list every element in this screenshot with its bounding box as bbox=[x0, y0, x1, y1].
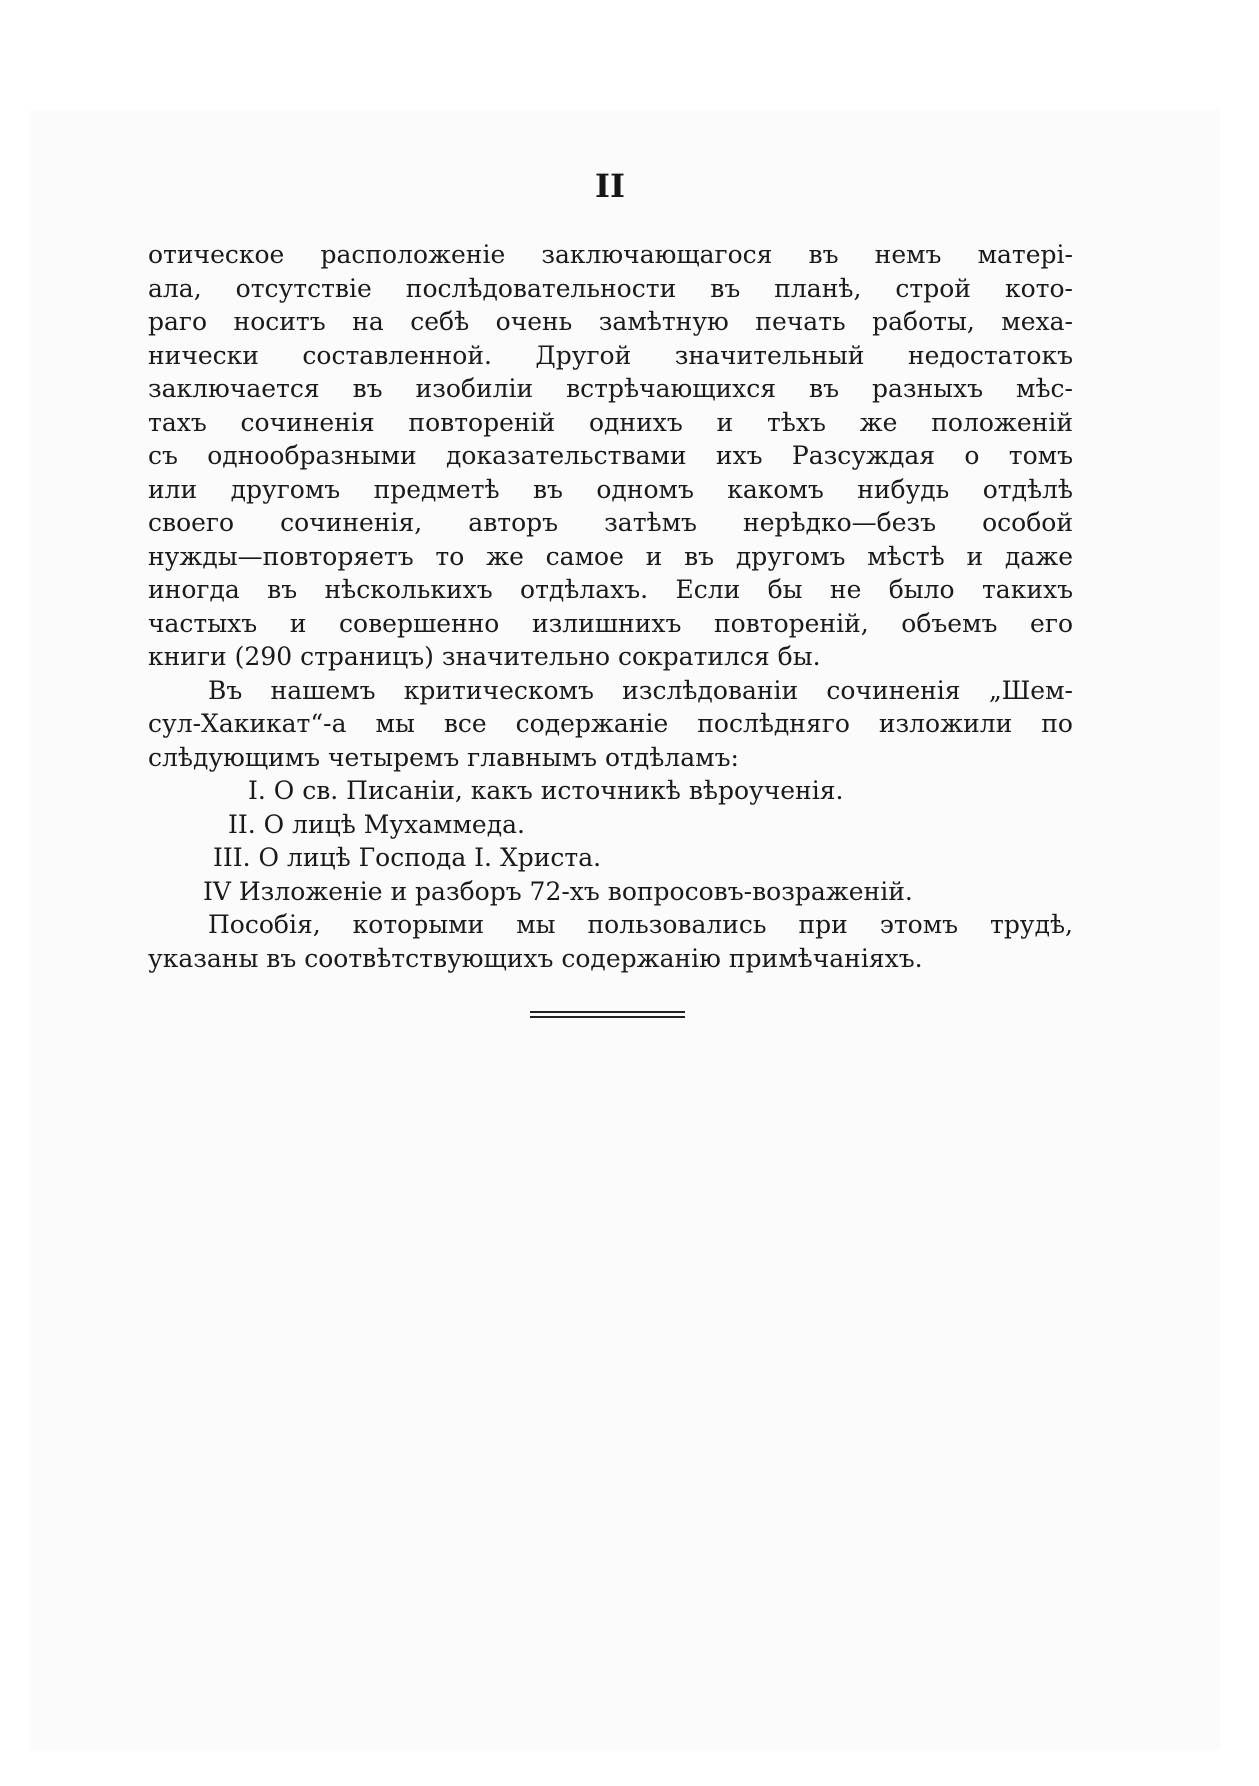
text-line: сул-Хакикат“-а мы все содержаніе послѣдняго изложили по bbox=[148, 709, 1073, 738]
text-line: ала, отсутствіе послѣдовательности въ планѣ, строй кото- bbox=[148, 273, 1073, 303]
text-line: тахъ сочиненія повтореній однихъ и тѣхъ же положеній bbox=[148, 407, 1073, 437]
contents-item: II. О лицѣ Мухаммеда. bbox=[228, 809, 525, 839]
rule-line bbox=[530, 1016, 685, 1018]
text-line: иногда въ нѣсколькихъ отдѣлахъ. Если бы не было такихъ bbox=[148, 575, 1073, 604]
text-line: Въ нашемъ критическомъ изслѣдованіи сочиненія „Шем- bbox=[208, 675, 1073, 705]
text-line: нужды—повторяетъ то же самое и въ другомъ мѣстѣ и даже bbox=[148, 541, 1073, 571]
text-line: указаны въ соотвѣтствующихъ содержанію примѣчаніяхъ. bbox=[148, 943, 923, 973]
contents-item: IV Изложеніе и разборъ 72-хъ вопросовъ-возраженій. bbox=[203, 876, 913, 906]
contents-item: I. О св. Писаніи, какъ источникѣ вѣроученія. bbox=[248, 776, 844, 805]
text-line: отическое расположеніе заключающагося въ немъ матері- bbox=[148, 240, 1073, 269]
page-number: II bbox=[595, 167, 625, 205]
text-line: съ однообразными доказательствами ихъ Разсуждая о томъ bbox=[148, 441, 1073, 470]
rule-line bbox=[530, 1011, 685, 1013]
text-line: заключается въ изобиліи встрѣчающихся въ разныхъ мѣс- bbox=[148, 374, 1073, 403]
text-line: слѣдующимъ четыремъ главнымъ отдѣламъ: bbox=[148, 742, 739, 772]
text-line: своего сочиненія, авторъ затѣмъ нерѣдко—безъ особой bbox=[148, 508, 1073, 537]
text-line: частыхъ и совершенно излишнихъ повтореній, объемъ его bbox=[148, 608, 1073, 638]
body-text bbox=[148, 238, 1073, 975]
text-line: нически составленной. Другой значительный недостатокъ bbox=[148, 340, 1073, 370]
section-end-rule bbox=[530, 1011, 685, 1021]
contents-item: III. О лицѣ Господа I. Христа. bbox=[213, 843, 602, 872]
text-line: книги (290 страницъ) значительно сократился бы. bbox=[148, 642, 821, 671]
text-line: Пособія, которыми мы пользовались при этомъ трудѣ, bbox=[208, 910, 1073, 939]
text-line: раго носитъ на себѣ очень замѣтную печать работы, меха- bbox=[148, 307, 1073, 336]
text-line: или другомъ предметѣ въ одномъ какомъ нибудь отдѣлѣ bbox=[148, 474, 1073, 504]
